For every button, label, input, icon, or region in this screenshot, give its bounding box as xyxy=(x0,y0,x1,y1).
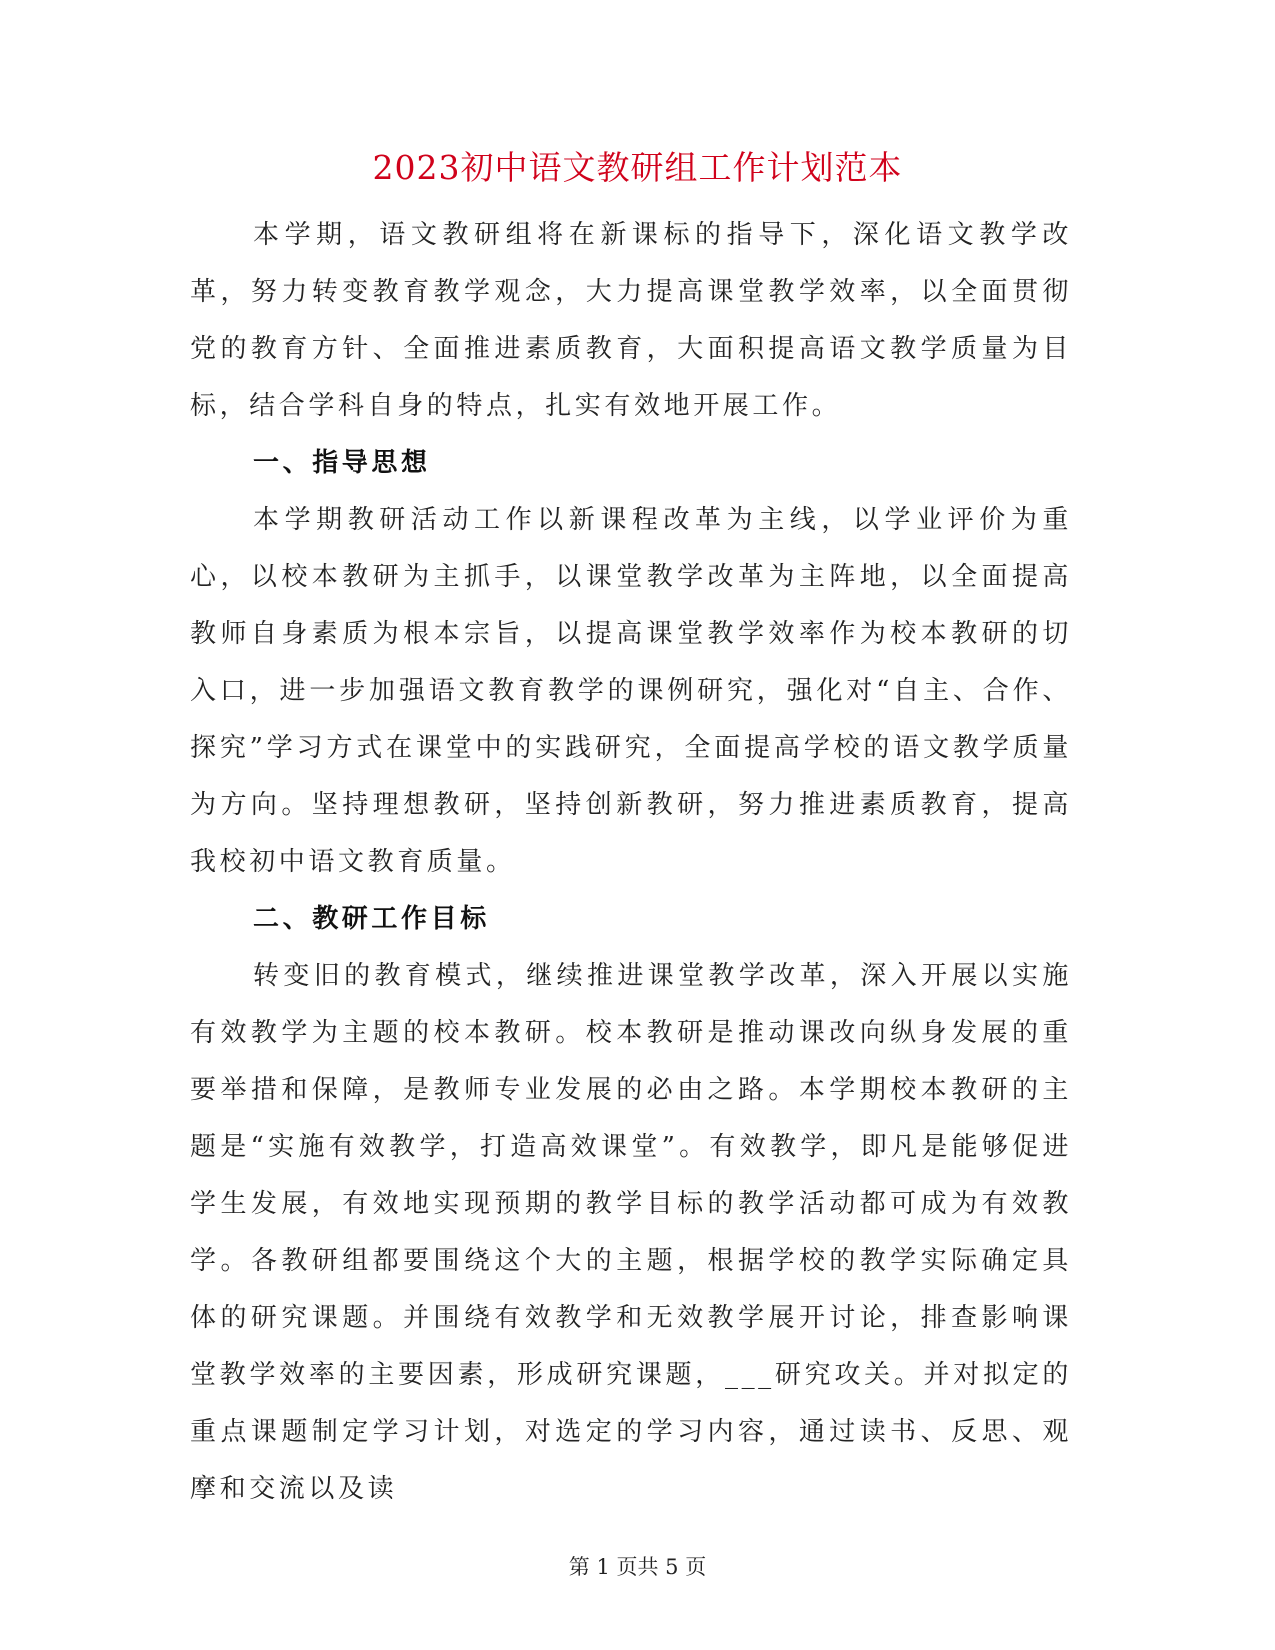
document-title: 2023初中语文教研组工作计划范本 xyxy=(372,148,903,187)
page-number-footer: 第 1 页共 5 页 xyxy=(568,1555,707,1579)
section-paragraph-guiding-ideology: 本学期教研活动工作以新课程改革为主线，以学业评价为重心，以校本教研为主抓手，以课堂教学改革为主阵地，以全面提高教师自身素质为根本宗旨，以提高课堂教学效率作为校本教研的切入口，进一步加强语文教育教学的课例研究，强化对“自主、合作、探究”学习方式在课堂中的实践研究，全面提高学校的语文教学质量为方向。坚持理想教研，坚持创新教研，努力推进素质教育，提高我校初中语文教育质量。 xyxy=(190,505,1072,877)
section-paragraph-work-goals: 转变旧的教育模式，继续推进课堂教学改革，深入开展以实施有效教学为主题的校本教研。校本教研是推动课改向纵身发展的重要举措和保障，是教师专业发展的必由之路。本学期校本教研的主题是“实施有效教学，打造高效课堂”。有效教学，即凡是能够促进学生发展，有效地实现预期的教学目标的教学活动都可成为有效教学。各教研组都要围绕这个大的主题，根据学校的教学实际确定具体的研究课题。并围绕有效教学和无效教学展开讨论，排查影响课堂教学效率的主要因素，形成研究课题，___研究攻关。并对拟定的重点课题制定学习计划，对选定的学习内容，通过读书、反思、观摩和交流以及读 xyxy=(190,961,1072,1504)
document-body xyxy=(190,207,1072,1518)
section-heading-guiding-ideology: 一、指导思想 xyxy=(253,448,431,478)
intro-paragraph: 本学期，语文教研组将在新课标的指导下，深化语文教学改革，努力转变教育教学观念，大力提高课堂教学效率，以全面贯彻党的教育方针、全面推进素质教育，大面积提高语文教学质量为目标，结合学科自身的特点，扎实有效地开展工作。 xyxy=(190,220,1072,421)
section-heading-work-goals: 二、教研工作目标 xyxy=(253,904,490,934)
